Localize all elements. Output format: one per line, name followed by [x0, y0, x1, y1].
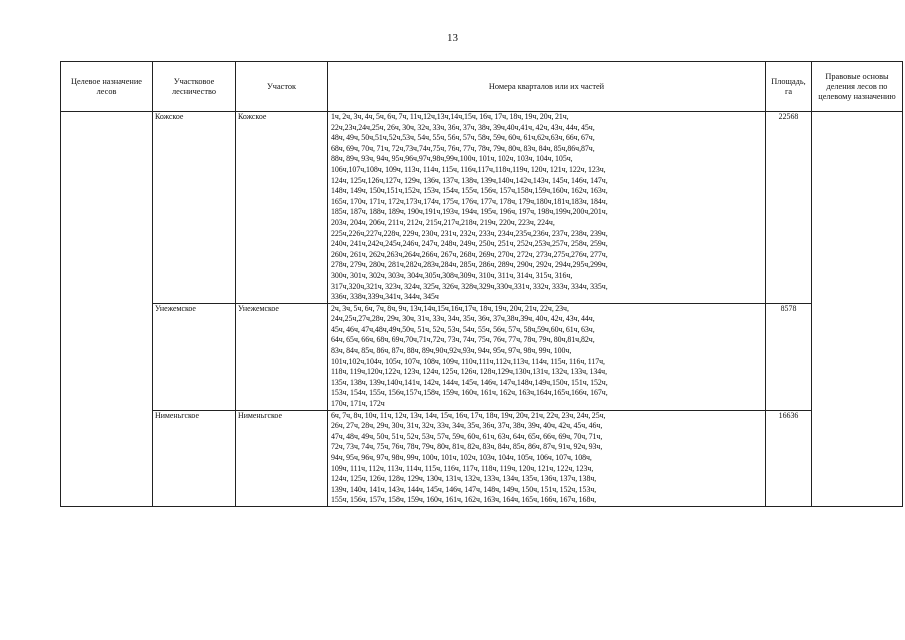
- header-plot: Участок: [236, 62, 328, 112]
- quarter-numbers-line: 47ч, 48ч, 49ч, 50ч, 51ч, 52ч, 53ч, 57ч, 59ч, 60ч, 61ч, 63ч, 64ч, 65ч, 66ч, 69ч, 70ч, 71ч,: [331, 431, 603, 441]
- quarter-numbers-line: 260ч, 261ч, 262ч,263ч,264ч,266ч, 267ч, 268ч, 269ч, 270ч, 272ч, 273ч,275ч,276ч, 277ч,: [331, 249, 608, 259]
- quarter-numbers-line: 203ч, 204ч, 206ч, 211ч, 212ч, 215ч,217ч,218ч, 219ч, 220ч, 223ч, 224ч,: [331, 217, 555, 227]
- quarter-numbers-line: 1ч, 2ч, 3ч, 4ч, 5ч, 6ч, 7ч, 11ч,12ч,13ч,14ч,15ч, 16ч, 17ч, 18ч, 19ч, 20ч, 21ч,: [331, 112, 569, 121]
- table-header-row: [61, 62, 903, 112]
- quarters-cell: [328, 303, 766, 410]
- legal-basis-cell: [812, 112, 903, 507]
- quarter-numbers-line: 94ч, 95ч, 96ч, 97ч, 98ч, 99ч, 100ч, 101ч, 102ч, 103ч, 104ч, 105ч, 106ч, 107ч, 108ч,: [331, 453, 592, 462]
- quarter-numbers-line: 72ч, 73ч, 74ч, 75ч, 76ч, 78ч, 79ч, 80ч, 81ч, 82ч, 83ч, 84ч, 85ч, 86ч, 87ч, 91ч, 92ч, 93ч,: [331, 442, 603, 452]
- plot-cell: Нименьгское: [236, 410, 328, 506]
- quarter-numbers-line: 109ч, 111ч, 112ч, 113ч, 114ч, 115ч, 116ч, 117ч, 118ч, 119ч, 120ч, 121ч, 122ч, 123ч,: [331, 463, 594, 473]
- forestry-cell: Кожское: [153, 112, 236, 304]
- page-number: 13: [447, 32, 458, 44]
- quarter-numbers-line: 101ч,102ч,104ч, 105ч, 107ч, 108ч, 109ч, 110ч,111ч,112ч,113ч, 114ч, 115ч, 116ч, 117ч,: [331, 356, 605, 366]
- quarter-numbers-line: 83ч, 84ч, 85ч, 86ч, 87ч, 88ч, 89ч,90ч,92ч,93ч, 94ч, 95ч, 97ч, 98ч, 99ч, 100ч,: [331, 346, 572, 356]
- quarter-numbers-line: 153ч, 154ч, 155ч, 156ч,157ч,158ч, 159ч, 160ч, 161ч, 162ч, 163ч,164ч,165ч,166ч, 167ч,: [331, 388, 608, 398]
- quarter-numbers-line: 124ч, 125ч,126ч,127ч, 129ч, 136ч, 137ч, 138ч, 139ч,140ч,142ч,143ч, 145ч, 146ч, 147ч,: [331, 175, 608, 185]
- table-row: [61, 112, 903, 304]
- table-row: [61, 303, 903, 410]
- quarter-numbers-line: 124ч, 125ч, 126ч, 128ч, 129ч, 130ч, 131ч, 132ч, 133ч, 134ч, 135ч, 136ч, 137ч, 138ч,: [331, 474, 597, 484]
- quarter-numbers-line: 26ч, 27ч, 28ч, 29ч, 30ч, 31ч, 32ч, 33ч, 34ч, 35ч, 36ч, 37ч, 38ч, 39ч, 40ч, 42ч, 45ч, 46ч,: [331, 421, 603, 431]
- forestry-cell: Унежемское: [153, 303, 236, 410]
- quarter-numbers-line: 300ч, 301ч, 302ч, 303ч, 304ч,305ч,308ч,309ч, 310ч, 311ч, 314ч, 315ч, 316ч,: [331, 270, 573, 280]
- quarter-numbers-line: 45ч, 46ч, 47ч,48ч,49ч,50ч, 51ч, 52ч, 53ч, 54ч, 55ч, 56ч, 57ч, 58ч,59ч,60ч, 61ч, 63ч,: [331, 324, 595, 334]
- quarter-numbers-line: 165ч, 170ч, 171ч, 172ч,173ч,174ч, 175ч, 176ч, 177ч, 178ч, 179ч,180ч,181ч,183ч, 184ч,: [331, 196, 608, 206]
- header-district-forestry: Участковое лесничество: [153, 62, 236, 112]
- quarter-numbers-line: 317ч,320ч,321ч, 323ч, 324ч, 325ч, 326ч, 328ч,329ч,330ч,331ч, 332ч, 333ч, 334ч, 335ч,: [331, 281, 608, 291]
- quarters-cell: [328, 410, 766, 506]
- quarter-numbers-line: 278ч, 279ч, 280ч, 281ч,282ч,283ч,284ч, 285ч, 286ч, 289ч, 290ч, 292ч, 294ч,295ч,299ч,: [331, 260, 608, 270]
- plot-cell: Кожское: [236, 112, 328, 304]
- header-purpose: Целевое назначение лесов: [61, 62, 153, 112]
- header-quarters: Номера кварталов или их частей: [328, 62, 766, 112]
- area-cell: 8578: [766, 303, 812, 410]
- purpose-cell: [61, 112, 153, 507]
- quarter-numbers-line: 106ч,107ч,108ч, 109ч, 113ч, 114ч, 115ч, 116ч,117ч,118ч,119ч, 120ч, 121ч, 122ч, 123ч,: [331, 164, 606, 174]
- quarter-numbers-line: 225ч,226ч,227ч,228ч, 229ч, 230ч, 231ч, 232ч, 233ч, 234ч,235ч,236ч, 237ч, 238ч, 239ч,: [331, 228, 608, 238]
- header-legal-basis: Правовые основы деления лесов по целевому назначению: [812, 62, 903, 112]
- quarter-numbers-line: 155ч, 156ч, 157ч, 158ч, 159ч, 160ч, 161ч, 162ч, 163ч, 164ч, 165ч, 166ч, 167ч, 168ч,: [331, 495, 597, 505]
- quarter-numbers-line: 2ч, 3ч, 5ч, 6ч, 7ч, 8ч, 9ч, 13ч,14ч,15ч,16ч,17ч, 18ч, 19ч, 20ч, 21ч, 22ч, 23ч,: [331, 303, 569, 313]
- plot-cell: Унежемское: [236, 303, 328, 410]
- area-cell: 16636: [766, 410, 812, 506]
- header-area: Площадь, га: [766, 62, 812, 112]
- quarter-numbers-line: 135ч, 138ч, 139ч,140ч,141ч, 142ч, 144ч, 145ч, 146ч, 147ч,148ч,149ч,150ч, 151ч, 152ч,: [331, 377, 608, 387]
- quarters-cell: [328, 112, 766, 304]
- quarter-numbers-line: 139ч, 140ч, 141ч, 143ч, 144ч, 145ч, 146ч, 147ч, 148ч, 149ч, 150ч, 151ч, 152ч, 153ч,: [331, 484, 597, 494]
- quarter-numbers-line: 240ч, 241ч,242ч,245ч,246ч, 247ч, 248ч, 249ч, 250ч, 251ч, 252ч,253ч,257ч, 258ч, 259ч,: [331, 239, 608, 249]
- quarter-numbers-line: 48ч, 49ч, 50ч,51ч,52ч,53ч, 54ч, 55ч, 56ч, 57ч, 58ч, 59ч, 60ч, 61ч,62ч,63ч, 66ч, 67ч,: [331, 133, 595, 143]
- quarter-numbers-line: 336ч, 338ч,339ч,341ч, 344ч, 345ч: [331, 292, 439, 302]
- quarter-numbers-line: 185ч, 187ч, 188ч, 189ч, 190ч,191ч,193ч, 194ч, 195ч, 196ч, 197ч, 198ч,199ч,200ч,201ч,: [331, 207, 608, 217]
- quarter-numbers-line: 148ч, 149ч, 150ч,151ч,152ч, 153ч, 154ч, 155ч, 156ч, 157ч,158ч,159ч,160ч, 162ч, 163ч,: [331, 186, 608, 196]
- forestry-cell: Нименьгское: [153, 410, 236, 506]
- quarter-numbers-line: 118ч, 119ч,120ч,122ч, 123ч, 124ч, 125ч, 126ч, 128ч,129ч,130ч,131ч, 132ч, 133ч, 134ч,: [331, 367, 608, 377]
- forest-quarters-table: [60, 61, 903, 507]
- area-cell: 22568: [766, 112, 812, 304]
- quarter-numbers-line: 88ч, 89ч, 93ч, 94ч, 95ч,96ч,97ч,98ч,99ч,100ч, 101ч, 102ч, 103ч, 104ч, 105ч,: [331, 154, 573, 164]
- quarter-numbers-line: 170ч, 171ч, 172ч: [331, 399, 385, 409]
- table-row: [61, 410, 903, 506]
- quarter-numbers-line: 6ч, 7ч, 8ч, 10ч, 11ч, 12ч, 13ч, 14ч, 15ч, 16ч, 17ч, 18ч, 19ч, 20ч, 21ч, 22ч, 23ч, 24ч, 25ч,: [331, 410, 606, 420]
- quarter-numbers-line: 22ч,23ч,24ч,25ч, 26ч, 30ч, 32ч, 33ч, 36ч, 37ч, 38ч, 39ч,40ч,41ч, 42ч, 43ч, 44ч, 45ч,: [331, 122, 595, 132]
- quarter-numbers-line: 64ч, 65ч, 66ч, 68ч, 69ч,70ч,71ч,72ч, 73ч, 74ч, 75ч, 76ч, 77ч, 78ч, 79ч, 80ч,81ч,82ч,: [331, 335, 595, 345]
- quarter-numbers-line: 24ч,25ч,27ч,28ч, 29ч, 30ч, 31ч, 33ч, 34ч, 35ч, 36ч, 37ч,38ч,39ч, 40ч, 42ч, 43ч, 44ч,: [331, 314, 595, 324]
- quarter-numbers-line: 68ч, 69ч, 70ч, 71ч, 72ч,73ч,74ч,75ч, 76ч, 77ч, 78ч, 79ч, 80ч, 83ч, 84ч, 85ч,86ч,87ч,: [331, 143, 595, 153]
